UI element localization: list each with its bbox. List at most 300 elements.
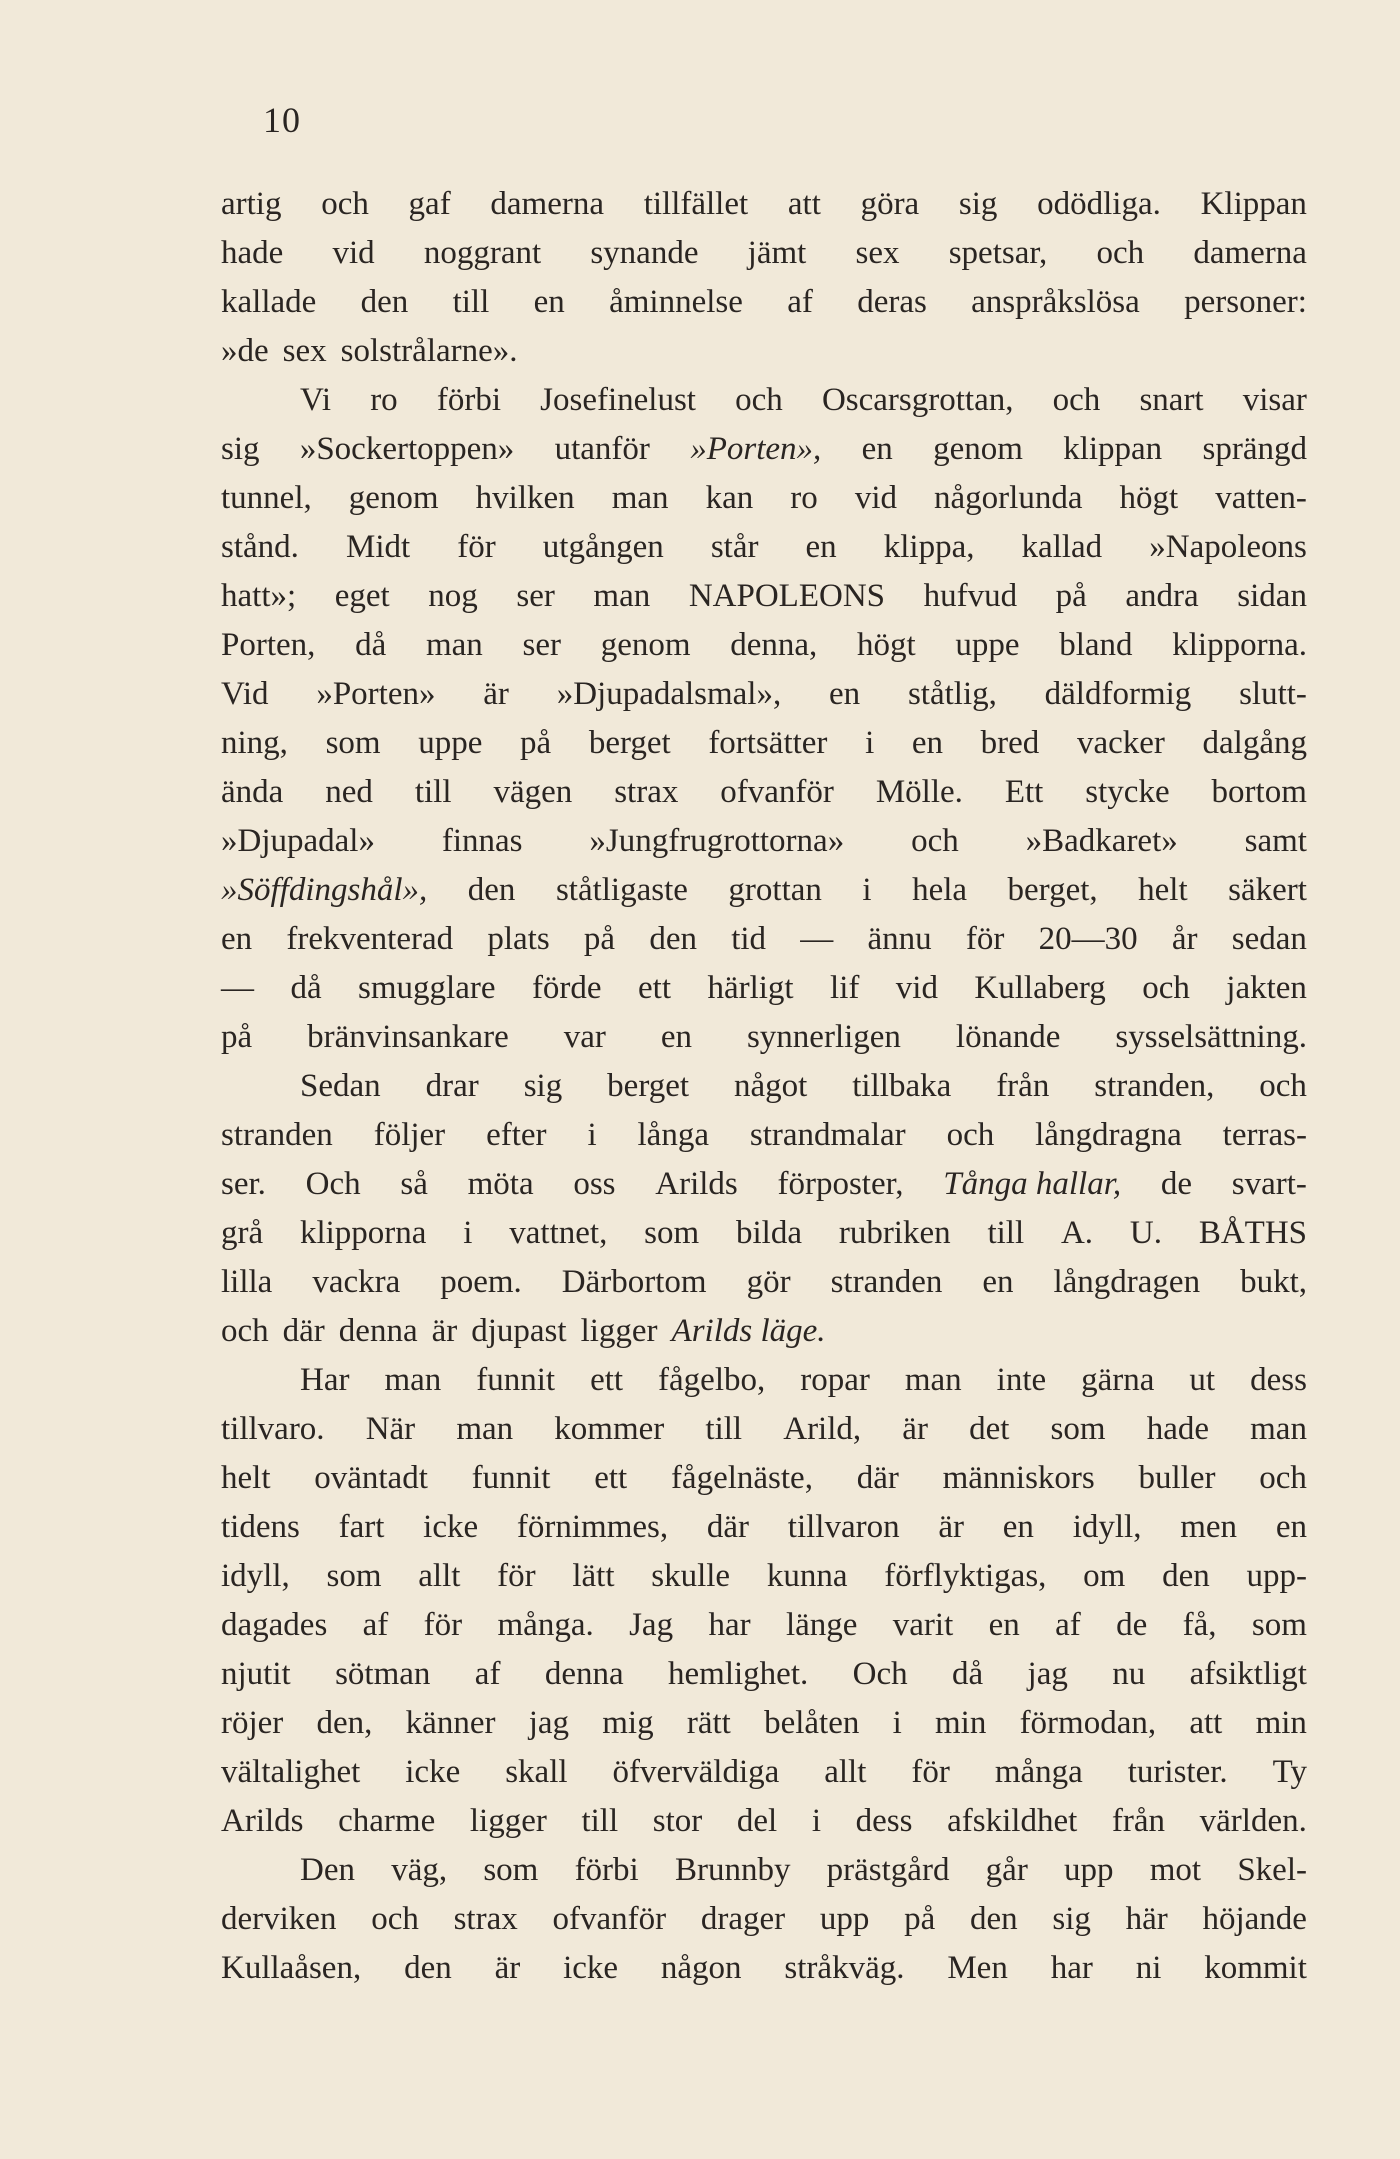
word: ända bbox=[221, 774, 284, 810]
word: för bbox=[497, 1558, 536, 1594]
word: en bbox=[1275, 1509, 1307, 1545]
word: ett bbox=[638, 970, 671, 1006]
text-line bbox=[221, 1258, 1307, 1307]
word: Arilds bbox=[221, 1803, 304, 1839]
word: utanför bbox=[554, 431, 650, 467]
word: Skel- bbox=[1237, 1852, 1307, 1888]
word: på bbox=[1055, 578, 1087, 614]
text-line bbox=[221, 572, 1307, 621]
word: göra bbox=[860, 186, 920, 222]
word: jag bbox=[1027, 1656, 1068, 1692]
text-line bbox=[221, 1699, 1307, 1748]
word: långdragen bbox=[1053, 1264, 1201, 1300]
word: frekventerad bbox=[286, 921, 454, 957]
word: tillvaron bbox=[787, 1509, 900, 1545]
word: berget bbox=[607, 1068, 690, 1104]
word: del bbox=[736, 1803, 778, 1839]
word: från bbox=[1111, 1803, 1166, 1839]
word: om bbox=[1083, 1558, 1126, 1594]
word: en bbox=[829, 676, 861, 712]
word: visar bbox=[1242, 382, 1307, 418]
word: plats bbox=[487, 921, 550, 957]
word: U. bbox=[1129, 1215, 1162, 1251]
word: strax bbox=[614, 774, 679, 810]
word: länge bbox=[785, 1607, 858, 1643]
word: Därbortom bbox=[561, 1264, 707, 1300]
word: sig bbox=[1052, 1901, 1091, 1937]
word: är bbox=[494, 1950, 521, 1986]
word: för bbox=[457, 529, 496, 565]
word: och bbox=[221, 1313, 269, 1349]
word: ned bbox=[325, 774, 373, 810]
word: stycke bbox=[1085, 774, 1170, 810]
word: hade bbox=[1146, 1411, 1209, 1447]
word: och bbox=[1142, 970, 1190, 1006]
word: synande bbox=[590, 235, 699, 271]
word: sprängd bbox=[1202, 431, 1307, 467]
word: upp bbox=[1064, 1852, 1114, 1888]
word: Kullaberg bbox=[974, 970, 1106, 1006]
word: hufvud bbox=[923, 578, 1018, 614]
word: man bbox=[384, 1362, 442, 1398]
word: för bbox=[423, 1607, 463, 1643]
word: »Porten», bbox=[690, 431, 822, 467]
word: upp bbox=[819, 1901, 870, 1937]
word: tid bbox=[731, 921, 767, 957]
word: ståtligaste bbox=[555, 872, 688, 908]
word: en bbox=[221, 921, 253, 957]
word: är bbox=[902, 1411, 928, 1447]
word: långdragna bbox=[1035, 1117, 1182, 1153]
word: från bbox=[996, 1068, 1050, 1104]
word: poem. bbox=[440, 1264, 522, 1300]
word: öfverväldiga bbox=[612, 1754, 780, 1790]
word: utgången bbox=[542, 529, 664, 565]
word: högt bbox=[1119, 480, 1179, 516]
word: hela bbox=[912, 872, 968, 908]
word: ning, bbox=[221, 725, 288, 761]
word: en bbox=[861, 431, 893, 467]
word: hvilken bbox=[475, 480, 575, 516]
text-line bbox=[221, 1748, 1307, 1797]
text-line bbox=[221, 1307, 1307, 1356]
text-line bbox=[221, 719, 1307, 768]
word: Och bbox=[852, 1656, 908, 1692]
word: så bbox=[400, 1166, 428, 1202]
word: tillvaro. bbox=[221, 1411, 325, 1447]
word: ropar bbox=[800, 1362, 870, 1398]
word: min bbox=[1255, 1705, 1307, 1741]
word: efter bbox=[486, 1117, 547, 1153]
word: att bbox=[1189, 1705, 1223, 1741]
word: vackra bbox=[312, 1264, 401, 1300]
word: dalgång bbox=[1202, 725, 1307, 761]
word: eget bbox=[334, 578, 390, 614]
word: fart bbox=[338, 1509, 385, 1545]
word: afskildhet bbox=[947, 1803, 1078, 1839]
word: år bbox=[1171, 921, 1198, 957]
word: upp- bbox=[1246, 1558, 1307, 1594]
word: den bbox=[969, 1901, 1018, 1937]
word: Tånga hallar, bbox=[943, 1166, 1122, 1202]
text-line bbox=[221, 425, 1307, 474]
word: Vi bbox=[300, 382, 332, 418]
word: odödliga. bbox=[1037, 186, 1161, 222]
text-line bbox=[221, 278, 1307, 327]
word: icke bbox=[423, 1509, 479, 1545]
word: förde bbox=[531, 970, 602, 1006]
word: afsiktligt bbox=[1189, 1656, 1307, 1692]
text-line bbox=[221, 1356, 1307, 1405]
word: världen. bbox=[1199, 1803, 1307, 1839]
text-line bbox=[221, 964, 1307, 1013]
word: allt bbox=[418, 1558, 461, 1594]
text-line bbox=[221, 1895, 1307, 1944]
word: ro bbox=[370, 382, 398, 418]
word: klippan bbox=[1063, 431, 1163, 467]
text-line bbox=[221, 1503, 1307, 1552]
word: höjande bbox=[1202, 1901, 1307, 1937]
word: ännu bbox=[867, 921, 932, 957]
word: klippa, bbox=[883, 529, 975, 565]
text-line bbox=[221, 1013, 1307, 1062]
word: af bbox=[362, 1607, 389, 1643]
word: som bbox=[326, 1558, 382, 1594]
word: förbi bbox=[574, 1852, 639, 1888]
word: var bbox=[563, 1019, 606, 1055]
word: sedan bbox=[1231, 921, 1307, 957]
word: den bbox=[1162, 1558, 1210, 1594]
word: rätt bbox=[686, 1705, 731, 1741]
text-line bbox=[221, 1944, 1307, 1993]
word: högt bbox=[856, 627, 916, 663]
word: då bbox=[290, 970, 322, 1006]
word: hade bbox=[221, 235, 284, 271]
word: den bbox=[404, 1950, 452, 1986]
word: af bbox=[474, 1656, 501, 1692]
word: man bbox=[425, 627, 483, 663]
word: Ty bbox=[1272, 1754, 1307, 1790]
word: strandmalar bbox=[749, 1117, 906, 1153]
word: man bbox=[1250, 1411, 1307, 1447]
word: jakten bbox=[1226, 970, 1307, 1006]
word: men bbox=[1180, 1509, 1238, 1545]
word: och bbox=[735, 382, 783, 418]
word: kan bbox=[705, 480, 754, 516]
word: damerna bbox=[1193, 235, 1307, 271]
word: de bbox=[1116, 1607, 1148, 1643]
word: en bbox=[533, 284, 565, 320]
word: denna bbox=[544, 1656, 624, 1692]
word: kallade bbox=[221, 284, 317, 320]
word: ståtlig, bbox=[907, 676, 997, 712]
word: synnerligen bbox=[746, 1019, 901, 1055]
word: som bbox=[325, 725, 381, 761]
word: andra bbox=[1125, 578, 1199, 614]
word: Den bbox=[300, 1852, 355, 1888]
word: terras- bbox=[1222, 1117, 1307, 1153]
word: och bbox=[371, 1901, 419, 1937]
word: Sedan bbox=[300, 1068, 381, 1104]
word: solstrålarne». bbox=[340, 333, 518, 369]
word: bukt, bbox=[1240, 1264, 1307, 1300]
word: sysselsättning. bbox=[1115, 1019, 1307, 1055]
word: »Sockertoppen» bbox=[299, 431, 515, 467]
word: prästgård bbox=[826, 1852, 950, 1888]
word: åminnelse bbox=[609, 284, 743, 320]
word: jag bbox=[528, 1705, 570, 1741]
word: svart- bbox=[1231, 1166, 1307, 1202]
word: på bbox=[583, 921, 616, 957]
word: där bbox=[856, 1460, 899, 1496]
word: kunna bbox=[766, 1558, 848, 1594]
text-line bbox=[221, 474, 1307, 523]
word: »Jungfrugrottorna» bbox=[589, 823, 845, 859]
word: icke bbox=[563, 1950, 619, 1986]
text-line bbox=[221, 670, 1307, 719]
word: man bbox=[456, 1411, 514, 1447]
word: bland bbox=[1059, 627, 1133, 663]
word: däldformig bbox=[1044, 676, 1192, 712]
word: något bbox=[733, 1068, 808, 1104]
word: då bbox=[355, 627, 387, 663]
text-line bbox=[221, 523, 1307, 572]
word: skulle bbox=[651, 1558, 731, 1594]
word: Mölle. bbox=[875, 774, 963, 810]
word: en bbox=[660, 1019, 692, 1055]
word: stranden bbox=[221, 1117, 333, 1153]
word: lif bbox=[830, 970, 860, 1006]
word: en bbox=[805, 529, 837, 565]
word: A. bbox=[1060, 1215, 1094, 1251]
word: vacker bbox=[1076, 725, 1165, 761]
text-line bbox=[221, 1650, 1307, 1699]
word: har bbox=[1050, 1950, 1093, 1986]
body-text bbox=[221, 180, 1307, 1993]
word: i bbox=[811, 1803, 822, 1839]
text-line bbox=[221, 1601, 1307, 1650]
word: och bbox=[946, 1117, 995, 1153]
text-line bbox=[221, 621, 1307, 670]
word: står bbox=[710, 529, 759, 565]
word: känner bbox=[405, 1705, 496, 1741]
word: grå bbox=[221, 1215, 264, 1251]
word: artig bbox=[221, 186, 282, 222]
word: en bbox=[988, 1607, 1020, 1643]
text-line bbox=[221, 817, 1307, 866]
word: ligger bbox=[580, 1313, 658, 1349]
word: ut bbox=[1189, 1362, 1216, 1398]
word: skall bbox=[505, 1754, 568, 1790]
word: bilda bbox=[736, 1215, 802, 1251]
word: är bbox=[483, 676, 509, 712]
word: bränvinsankare bbox=[307, 1019, 509, 1055]
word: till bbox=[705, 1411, 743, 1447]
word: väg, bbox=[391, 1852, 448, 1888]
word: man bbox=[904, 1362, 962, 1398]
word: vattnet, bbox=[509, 1215, 608, 1251]
word: ett bbox=[590, 1362, 624, 1398]
word: i bbox=[862, 872, 872, 908]
word: tillfället bbox=[643, 186, 749, 222]
word: Arild, bbox=[783, 1411, 862, 1447]
word: djupast bbox=[471, 1313, 567, 1349]
word: Oscarsgrottan, bbox=[821, 382, 1014, 418]
word: få, bbox=[1182, 1607, 1217, 1643]
word: turister. bbox=[1127, 1754, 1228, 1790]
text-line bbox=[221, 1111, 1307, 1160]
text-line bbox=[221, 376, 1307, 425]
word: genom bbox=[933, 431, 1023, 467]
word: den bbox=[467, 872, 516, 908]
word: följer bbox=[373, 1117, 446, 1153]
word: då bbox=[952, 1656, 984, 1692]
word: sig bbox=[221, 431, 260, 467]
word: genom bbox=[600, 627, 691, 663]
word: kommit bbox=[1204, 1950, 1307, 1986]
word: charme bbox=[338, 1803, 436, 1839]
word: denna bbox=[338, 1313, 418, 1349]
word: deras bbox=[857, 284, 927, 320]
word: många bbox=[994, 1754, 1083, 1790]
word: helt bbox=[1138, 872, 1188, 908]
word: vid bbox=[332, 235, 375, 271]
word: — bbox=[221, 970, 254, 1006]
word: långa bbox=[637, 1117, 709, 1153]
word: Arilds bbox=[655, 1166, 738, 1202]
word: den bbox=[649, 921, 697, 957]
word: för bbox=[965, 921, 1005, 957]
word: grottan bbox=[728, 872, 822, 908]
word: ser bbox=[516, 578, 555, 614]
word: där bbox=[282, 1313, 325, 1349]
word: sig bbox=[523, 1068, 563, 1104]
word: noggrant bbox=[423, 235, 542, 271]
word: denna, bbox=[730, 627, 818, 663]
word: som bbox=[483, 1852, 539, 1888]
word: stånd. bbox=[221, 529, 299, 565]
word: gör bbox=[746, 1264, 791, 1300]
word: lätt bbox=[572, 1558, 615, 1594]
word: och bbox=[911, 823, 959, 859]
word: 20—30 bbox=[1038, 921, 1138, 957]
word: vatten- bbox=[1215, 480, 1307, 516]
word: strax bbox=[453, 1901, 518, 1937]
word: det bbox=[969, 1411, 1010, 1447]
word: sidan bbox=[1237, 578, 1307, 614]
word: och bbox=[1259, 1460, 1307, 1496]
word: stor bbox=[652, 1803, 703, 1839]
word: »Napoleons bbox=[1149, 529, 1307, 565]
word: gaf bbox=[408, 186, 451, 222]
word: Och bbox=[305, 1166, 361, 1202]
text-line bbox=[221, 1405, 1307, 1454]
word: BÅTHS bbox=[1198, 1215, 1307, 1251]
text-line bbox=[221, 1846, 1307, 1895]
word: spetsar, bbox=[948, 235, 1048, 271]
word: och bbox=[1096, 235, 1145, 271]
word: hatt»; bbox=[221, 578, 297, 614]
text-line bbox=[221, 866, 1307, 915]
word: Brunnby bbox=[674, 1852, 791, 1888]
word: på bbox=[520, 725, 552, 761]
word: helt bbox=[221, 1460, 271, 1496]
word: där bbox=[706, 1509, 750, 1545]
word: att bbox=[787, 186, 821, 222]
word: nog bbox=[428, 578, 478, 614]
word: som bbox=[1251, 1607, 1307, 1643]
word: idyll, bbox=[221, 1558, 290, 1594]
word: hemlighet. bbox=[668, 1656, 809, 1692]
word: samt bbox=[1244, 823, 1307, 859]
word: allt bbox=[824, 1754, 867, 1790]
word: uppe bbox=[418, 725, 483, 761]
word: en bbox=[982, 1264, 1014, 1300]
word: till bbox=[581, 1803, 619, 1839]
text-line bbox=[221, 229, 1307, 278]
word: NAPOLEONS bbox=[688, 578, 886, 614]
word: till bbox=[452, 284, 490, 320]
word: Men bbox=[947, 1950, 1008, 1986]
word: för bbox=[911, 1754, 950, 1790]
word: gärna bbox=[1081, 1362, 1155, 1398]
word: snart bbox=[1139, 382, 1204, 418]
word: man bbox=[611, 480, 669, 516]
word: Vid bbox=[221, 676, 269, 712]
word: »de bbox=[221, 333, 269, 369]
word: finnas bbox=[441, 823, 523, 859]
word: dess bbox=[855, 1803, 913, 1839]
word: buller bbox=[1138, 1460, 1216, 1496]
word: säkert bbox=[1228, 872, 1307, 908]
word: rubriken bbox=[838, 1215, 951, 1251]
word: Ett bbox=[1004, 774, 1044, 810]
word: som bbox=[1050, 1411, 1106, 1447]
word: kallad bbox=[1021, 529, 1103, 565]
word: stranden, bbox=[1094, 1068, 1215, 1104]
word: ofvanför bbox=[552, 1901, 667, 1937]
word: fågelnäste, bbox=[670, 1460, 813, 1496]
word: icke bbox=[405, 1754, 461, 1790]
word: »Djupadalsmal», bbox=[556, 676, 782, 712]
word: ligger bbox=[469, 1803, 547, 1839]
word: ser. bbox=[221, 1166, 266, 1202]
word: som bbox=[644, 1215, 700, 1251]
word: njutit bbox=[221, 1656, 291, 1692]
word: min bbox=[934, 1705, 987, 1741]
text-line bbox=[221, 768, 1307, 817]
word: kommer bbox=[554, 1411, 665, 1447]
word: sex bbox=[282, 333, 327, 369]
word: anspråkslösa bbox=[971, 284, 1140, 320]
word: och bbox=[1052, 382, 1101, 418]
word: ni bbox=[1135, 1950, 1162, 1986]
text-line bbox=[221, 1454, 1307, 1503]
word: genom bbox=[348, 480, 439, 516]
word: »Porten» bbox=[316, 676, 436, 712]
word: är bbox=[431, 1313, 458, 1349]
word: funnit bbox=[471, 1460, 551, 1496]
word: förposter, bbox=[777, 1166, 904, 1202]
text-line bbox=[221, 1209, 1307, 1258]
word: är bbox=[938, 1509, 965, 1545]
word: af bbox=[787, 284, 813, 320]
text-line bbox=[221, 327, 1307, 376]
word: drager bbox=[700, 1901, 786, 1937]
word: tillbaka bbox=[852, 1068, 952, 1104]
word: nu bbox=[1112, 1656, 1146, 1692]
word: sex bbox=[855, 235, 900, 271]
